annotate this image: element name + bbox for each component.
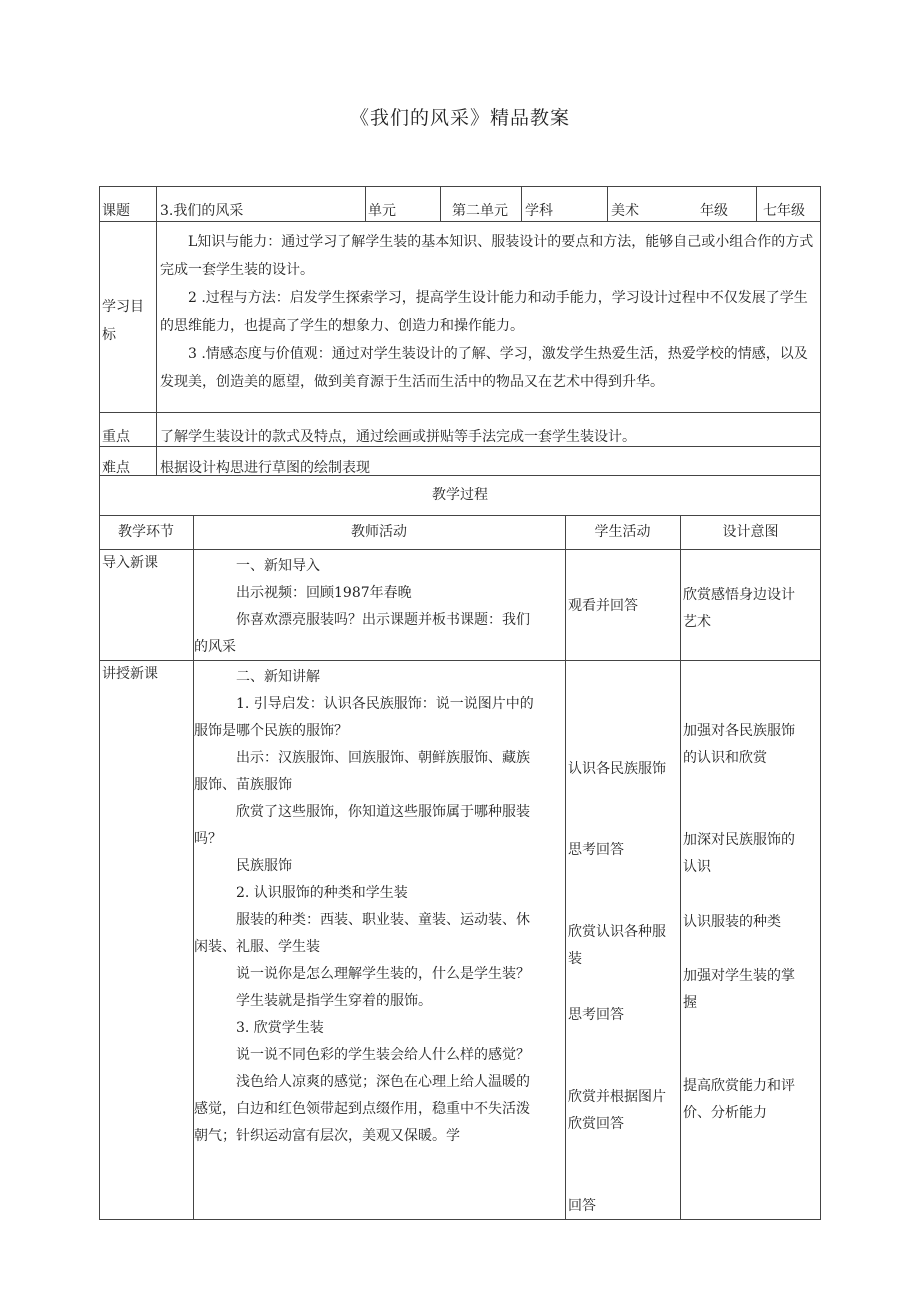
intro-teacher-activity: 一、新知导入 出示视频：回顾1987年春晚 你喜欢漂亮服装吗？出示课题并板书课题：我们 的风采 xyxy=(194,558,530,655)
lecture-student-2: 思考回答 xyxy=(568,842,624,858)
lecture-student-5: 欣赏并根据图片 xyxy=(568,1089,666,1105)
intro-student-activity: 观看并回答 xyxy=(568,598,638,614)
subject-value: 美术 xyxy=(611,203,639,219)
column-student: 学生活动 xyxy=(594,524,651,540)
key-point-value: 了解学生装设计的款式及特点，通过绘画或拼贴等手法完成一套学生装设计。 xyxy=(160,429,636,445)
stage-intro: 导入新课 xyxy=(102,555,158,571)
difficulty-label: 难点 xyxy=(102,460,130,476)
lecture-intent-1b: 的认识和欣赏 xyxy=(683,750,767,766)
lecture-student-4: 思考回答 xyxy=(568,1007,624,1023)
subject-label: 学科 xyxy=(525,203,553,219)
document-title: 《我们的风采》精品教案 xyxy=(349,107,570,129)
lecture-student-3: 欣赏认识各种服 xyxy=(568,924,666,940)
grade-value: 七年级 xyxy=(763,203,805,219)
lecture-intent-4: 加强对学生装的掌 xyxy=(683,968,795,984)
lecture-student-1: 认识各民族服饰 xyxy=(568,761,666,777)
column-intent: 设计意图 xyxy=(722,524,779,540)
key-point-label: 重点 xyxy=(102,429,130,445)
objectives-label: 学习目 xyxy=(102,299,144,315)
lecture-teacher-activity: 二、新知讲解 1. 引导启发：认识各民族服饰：说一说图片中的 服饰是哪个民族的服饰？ 出示：汉族服饰、回族服饰、朝鲜族服饰、藏族 服饰、苗族服饰 欣赏了这些服饰，你知道这些服饰属于哪种服装 吗？ 民族服饰 2. 认识服饰的种类和学生装 服装的种类：西装、职业装、童装、运动装、休 闲装、礼服、学生装 说一说你是怎么理解学生装的，什么是学生装？ 学生装就是指学生穿着的服饰。 3. 欣赏学生装 说一说不同色彩的学生装会给人什么样的感觉？ 浅色给人凉爽的感觉；深色在心理上给人温暖的 感觉，白边和红色领带起到点缀作用，稳重中不失活泼 朝气；针织运动富有层次，美观又保暖。学 xyxy=(194,669,534,1144)
lecture-intent-5b: 价、分析能力 xyxy=(683,1105,767,1121)
intro-design-intent: 欣赏感悟身边设计 艺术 xyxy=(683,587,795,630)
column-teacher: 教师活动 xyxy=(351,524,407,540)
lecture-intent-3: 认识服装的种类 xyxy=(683,914,781,930)
grade-label: 年级 xyxy=(700,203,728,219)
lecture-student-3b: 装 xyxy=(568,951,582,967)
objective-process: 2 .过程与方法：启发学生探索学习，提高学生设计能力和动手能力，学习设计过程中不仅发展了学生的思维能力，也提高了学生的想象力、创造力和操作能力。 xyxy=(160,290,808,334)
topic-label: 课题 xyxy=(102,203,130,219)
difficulty-value: 根据设计构思进行草图的绘制表现 xyxy=(160,460,370,476)
lecture-student-5b: 欣赏回答 xyxy=(568,1116,624,1132)
unit-value: 第二单元 xyxy=(452,203,508,219)
lecture-intent-1: 加强对各民族服饰 xyxy=(683,723,795,739)
topic-value: 3.我们的风采 xyxy=(160,203,244,219)
objective-attitude: 3 .情感态度与价值观：通过对学生装设计的了解、学习，激发学生热爱生活，热爱学校的情感，以及发现美，创造美的愿望，做到美育源于生活而生活中的物品又在艺术中得到升华。 xyxy=(160,346,808,390)
unit-label: 单元 xyxy=(368,203,396,219)
objectives-text xyxy=(160,228,818,396)
column-stage: 教学环节 xyxy=(118,524,174,540)
lecture-intent-2: 加深对民族服饰的 xyxy=(683,832,795,848)
lecture-student-6: 回答 xyxy=(568,1198,596,1214)
process-heading: 教学过程 xyxy=(432,487,488,503)
lecture-intent-5: 提高欣赏能力和评 xyxy=(683,1078,795,1094)
lecture-intent-2b: 认识 xyxy=(683,859,711,875)
objective-knowledge: L知识与能力：通过学习了解学生装的基本知识、服装设计的要点和方法，能够自己或小组合作的方式完成一套学生装的设计。 xyxy=(160,234,814,278)
lecture-intent-4b: 握 xyxy=(683,995,697,1011)
stage-lecture: 讲授新课 xyxy=(102,666,158,682)
objectives-label-cont: 标 xyxy=(102,327,116,343)
